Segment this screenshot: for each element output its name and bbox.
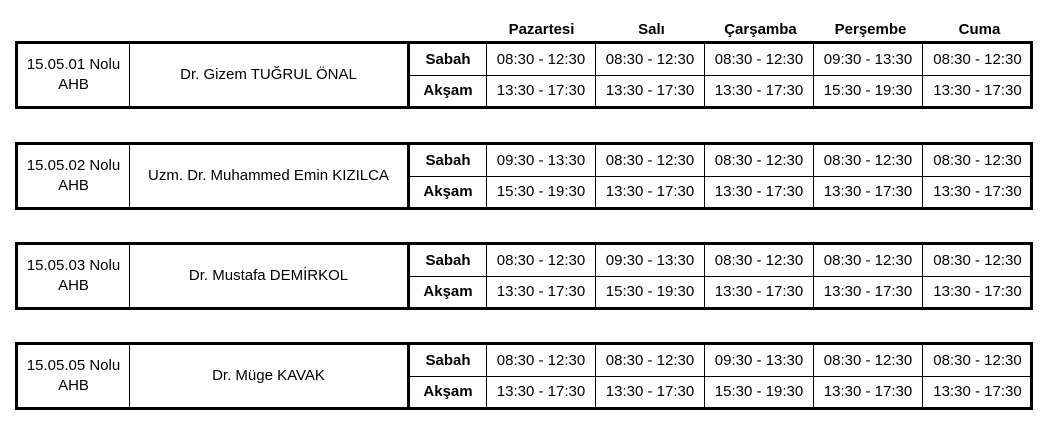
time-cell: 08:30 - 12:30 — [814, 245, 923, 276]
unit-type: AHB — [58, 76, 89, 93]
shift-label-morning: Sabah — [410, 245, 487, 276]
day-header-tuesday: Salı — [638, 21, 665, 38]
time-cell: 13:30 - 17:30 — [814, 376, 923, 407]
time-cell: 08:30 - 12:30 — [933, 351, 1022, 369]
time-cell: 09:30 - 13:30 — [705, 345, 814, 376]
schedule-block-3 — [15, 242, 1033, 310]
time-cell: 08:30 - 12:30 — [487, 44, 596, 75]
unit-type: AHB — [58, 277, 89, 294]
time-cell: 08:30 - 12:30 — [705, 145, 814, 176]
doctor-name: Dr. Gizem TUĞRUL ÖNAL — [130, 44, 410, 106]
shift-label-morning: Sabah — [410, 145, 487, 176]
unit-cell — [18, 245, 130, 307]
schedule-block-2 — [15, 142, 1033, 210]
shift-label-evening: Akşam — [410, 276, 487, 307]
time-cell: 08:30 - 12:30 — [814, 345, 923, 376]
time-cell: 13:30 - 17:30 — [923, 276, 1032, 307]
day-header-wednesday: Çarşamba — [724, 21, 797, 38]
time-cell: 15:30 - 19:30 — [705, 376, 814, 407]
time-cell: 13:30 - 17:30 — [923, 75, 1032, 106]
time-cell: 15:30 - 19:30 — [814, 75, 923, 106]
day-header-monday: Pazartesi — [508, 21, 575, 38]
shift-label-morning: Sabah — [410, 44, 487, 75]
unit-type: AHB — [58, 377, 89, 394]
unit-code: 15.05.05 Nolu — [26, 357, 121, 374]
time-cell: 13:30 - 17:30 — [487, 75, 596, 106]
shift-label-evening: Akşam — [410, 376, 487, 407]
day-header-thursday: Perşembe — [834, 21, 907, 38]
unit-cell — [18, 44, 130, 106]
time-cell: 09:30 - 13:30 — [487, 145, 596, 176]
time-cell: 13:30 - 17:30 — [814, 276, 923, 307]
time-cell: 08:30 - 12:30 — [933, 251, 1022, 269]
time-cell: 13:30 - 17:30 — [814, 176, 923, 207]
time-cell: 08:30 - 12:30 — [596, 145, 705, 176]
time-cell: 08:30 - 12:30 — [933, 151, 1022, 169]
time-cell: 09:30 - 13:30 — [814, 44, 923, 75]
shift-label-evening: Akşam — [410, 176, 487, 207]
unit-type: AHB — [58, 177, 89, 194]
time-cell: 08:30 - 12:30 — [596, 345, 705, 376]
doctor-name: Uzm. Dr. Muhammed Emin KIZILCA — [130, 145, 410, 207]
unit-code: 15.05.03 Nolu — [26, 257, 121, 274]
doctor-name: Dr. Mustafa DEMİRKOL — [130, 245, 410, 307]
unit-code: 15.05.02 Nolu — [26, 157, 121, 174]
time-cell: 13:30 - 17:30 — [487, 276, 596, 307]
time-cell: 13:30 - 17:30 — [596, 376, 705, 407]
time-cell: 13:30 - 17:30 — [596, 176, 705, 207]
time-cell: 09:30 - 13:30 — [596, 245, 705, 276]
schedule-block-4 — [15, 342, 1033, 410]
time-cell: 15:30 - 19:30 — [487, 176, 596, 207]
time-cell: 13:30 - 17:30 — [487, 376, 596, 407]
schedule-block-1 — [15, 41, 1033, 109]
unit-code: 15.05.01 Nolu — [26, 56, 121, 73]
shift-label-evening: Akşam — [410, 75, 487, 106]
doctor-name: Dr. Müge KAVAK — [130, 345, 410, 407]
time-cell: 13:30 - 17:30 — [705, 176, 814, 207]
time-cell: 13:30 - 17:30 — [923, 176, 1032, 207]
time-cell: 13:30 - 17:30 — [596, 75, 705, 106]
time-cell: 15:30 - 19:30 — [596, 276, 705, 307]
time-cell: 13:30 - 17:30 — [705, 276, 814, 307]
time-cell: 08:30 - 12:30 — [933, 50, 1022, 68]
time-cell: 08:30 - 12:30 — [705, 44, 814, 75]
time-cell: 08:30 - 12:30 — [814, 145, 923, 176]
day-header-row — [0, 0, 1055, 40]
unit-cell — [18, 145, 130, 207]
shift-label-morning: Sabah — [410, 345, 487, 376]
time-cell: 08:30 - 12:30 — [705, 245, 814, 276]
time-cell: 08:30 - 12:30 — [487, 245, 596, 276]
time-cell: 13:30 - 17:30 — [923, 376, 1032, 407]
time-cell: 08:30 - 12:30 — [487, 345, 596, 376]
time-cell: 08:30 - 12:30 — [596, 44, 705, 75]
unit-cell — [18, 345, 130, 407]
time-cell: 13:30 - 17:30 — [705, 75, 814, 106]
day-header-friday: Cuma — [958, 21, 1001, 38]
